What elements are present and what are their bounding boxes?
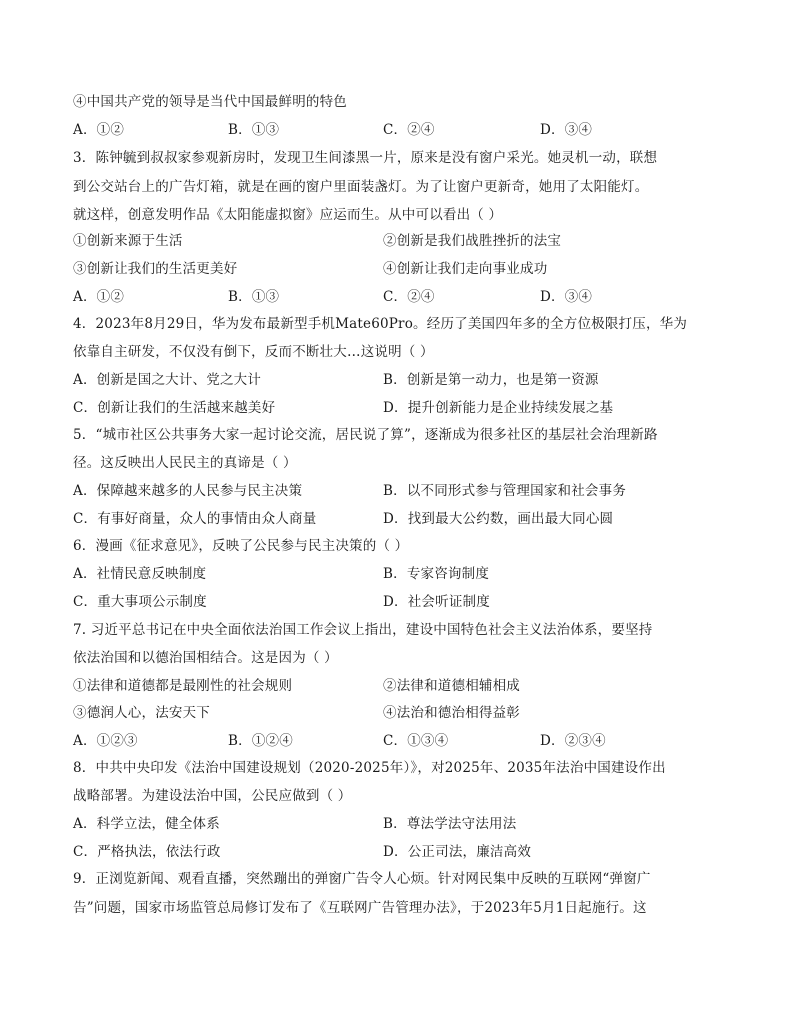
q7-stem-line-2: 依法治国和以德治国相结合。这是因为（ ） bbox=[73, 650, 338, 666]
q5-option-c[interactable]: C．有事好商量，众人的事情由众人商量 bbox=[73, 511, 317, 527]
q8-option-b[interactable]: B．尊法学法守法用法 bbox=[383, 816, 517, 832]
q7-option-a[interactable]: A．①②③ bbox=[73, 733, 138, 749]
q2-option-a[interactable]: A．①② bbox=[73, 122, 125, 138]
q5-stem-line-1: 5．“城市社区公共事务大家一起讨论交流，居民说了算”，逐渐成为很多社区的基层社会治理新路 bbox=[73, 427, 658, 443]
q3-stem-line-2: 到公交站台上的广告灯箱，就是在画的窗户里面装盏灯。为了让窗户更新奇，她用了太阳能灯。 bbox=[73, 179, 649, 195]
q3-option-b[interactable]: B．①③ bbox=[228, 289, 280, 305]
q2-option-c[interactable]: C．②④ bbox=[383, 122, 435, 138]
q8-stem-line-1: 8．中共中央印发《法治中国建设规划（2020-2025年）》，对2025年、2035年法治中国建设作出 bbox=[73, 760, 666, 776]
q4-option-b[interactable]: B．创新是第一动力，也是第一资源 bbox=[383, 372, 599, 388]
q6-option-d[interactable]: D．社会听证制度 bbox=[383, 594, 490, 610]
q7-item-4: ④法治和德治相得益彰 bbox=[383, 705, 520, 721]
q7-item-1: ①法律和道德都是最刚性的社会规则 bbox=[73, 678, 293, 694]
q8-option-c[interactable]: C．严格执法，依法行政 bbox=[73, 844, 221, 860]
q3-item-3: ③创新让我们的生活更美好 bbox=[73, 261, 238, 277]
q7-option-c[interactable]: C．①③④ bbox=[383, 733, 449, 749]
q7-item-3: ③德润人心，法安天下 bbox=[73, 705, 210, 721]
q8-option-a[interactable]: A．科学立法，健全体系 bbox=[73, 816, 220, 832]
q9-stem-line-2: 告”问题，国家市场监管总局修订发布了《互联网广告管理办法》，于2023年5月1日起施行。这 bbox=[73, 900, 647, 916]
statement-item-4: ④中国共产党的领导是当代中国最鲜明的特色 bbox=[73, 94, 347, 110]
q4-option-d[interactable]: D．提升创新能力是企业持续发展之基 bbox=[383, 400, 614, 416]
q2-option-d[interactable]: D．③④ bbox=[540, 122, 593, 138]
q3-item-4: ④创新让我们走向事业成功 bbox=[383, 261, 548, 277]
q3-option-d[interactable]: D．③④ bbox=[540, 289, 593, 305]
q5-option-d[interactable]: D．找到最大公约数，画出最大同心圆 bbox=[383, 511, 614, 527]
q9-stem-line-1: 9．正浏览新闻、观看直播，突然蹦出的弹窗广告令人心烦。针对网民集中反映的互联网“弹窗广 bbox=[73, 871, 651, 887]
q8-stem-line-2: 战略部署。为建设法治中国，公民应做到（ ） bbox=[73, 788, 352, 804]
q4-option-c[interactable]: C．创新让我们的生活越来越美好 bbox=[73, 400, 276, 416]
q7-option-b[interactable]: B．①②④ bbox=[228, 733, 293, 749]
q6-option-b[interactable]: B．专家咨询制度 bbox=[383, 566, 490, 582]
q6-stem-line-1: 6．漫画《征求意见》，反映了公民参与民主决策的（ ） bbox=[73, 538, 409, 554]
q3-item-1: ①创新来源于生活 bbox=[73, 233, 183, 249]
q8-option-d[interactable]: D．公正司法，廉洁高效 bbox=[383, 844, 532, 860]
q3-option-c[interactable]: C．②④ bbox=[383, 289, 435, 305]
q3-stem-line-3: 就这样，创意发明作品《太阳能虚拟窗》应运而生。从中可以看出（ ） bbox=[73, 207, 503, 223]
q6-option-c[interactable]: C．重大事项公示制度 bbox=[73, 594, 207, 610]
q3-option-a[interactable]: A．①② bbox=[73, 289, 125, 305]
q5-option-a[interactable]: A．保障越来越多的人民参与民主决策 bbox=[73, 483, 303, 499]
q3-item-2: ②创新是我们战胜挫折的法宝 bbox=[383, 233, 562, 249]
q7-stem-line-1: 7. 习近平总书记在中央全面依法治国工作会议上指出，建设中国特色社会主义法治体系，要坚持 bbox=[73, 622, 653, 638]
q6-option-a[interactable]: A．社情民意反映制度 bbox=[73, 566, 207, 582]
q2-option-b[interactable]: B．①③ bbox=[228, 122, 280, 138]
q4-stem-line-1: 4．2023年8月29日，华为发布最新型手机Mate60Pro。经历了美国四年多的全方位极限打压，华为 bbox=[73, 316, 688, 332]
q7-item-2: ②法律和道德相辅相成 bbox=[383, 678, 520, 694]
q5-stem-line-2: 径。这反映出人民民主的真谛是（ ） bbox=[73, 455, 297, 471]
q4-stem-line-2: 依靠自主研发，不仅没有倒下，反而不断壮大…这说明（ ） bbox=[73, 344, 434, 360]
q3-stem-line-1: 3．陈钟毓到叔叔家参观新房时，发现卫生间漆黑一片，原来是没有窗户采光。她灵机一动，联想 bbox=[73, 150, 658, 166]
q5-option-b[interactable]: B．以不同形式参与管理国家和社会事务 bbox=[383, 483, 627, 499]
q7-option-d[interactable]: D．②③④ bbox=[540, 733, 606, 749]
q4-option-a[interactable]: A．创新是国之大计、党之大计 bbox=[73, 372, 262, 388]
